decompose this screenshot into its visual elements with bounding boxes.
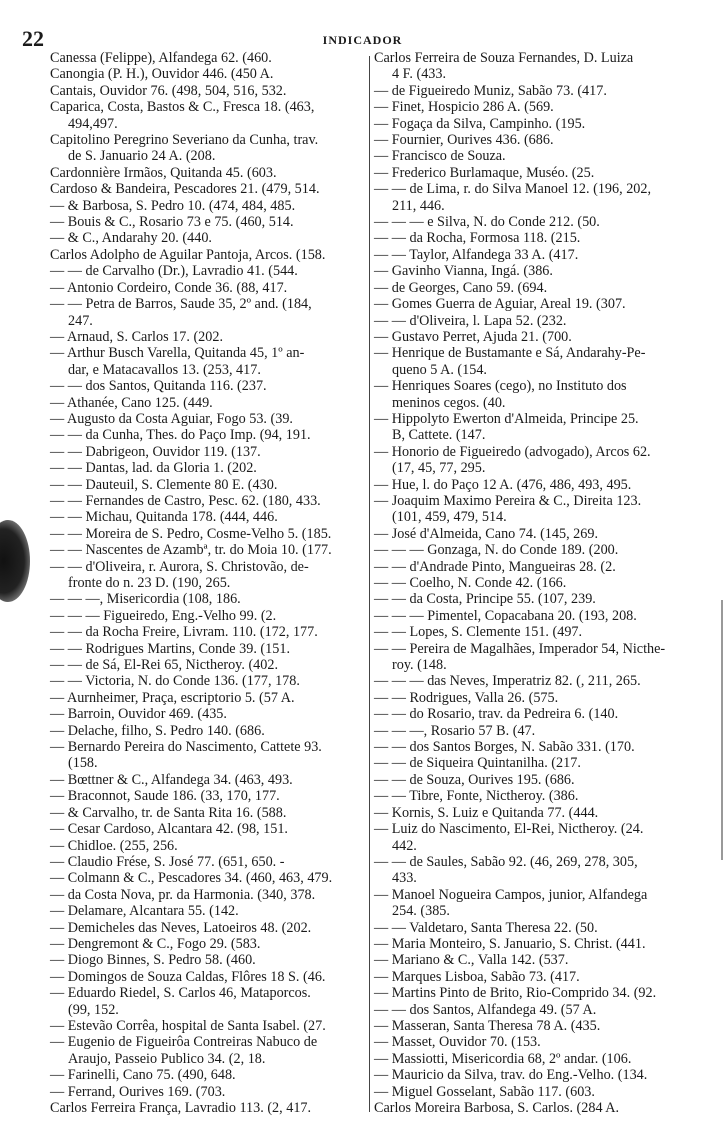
entry-line: — Martins Pinto de Brito, Rio-Comprido 34. (92. [374,985,657,1002]
entry-line: — Francisco de Souza. [374,148,506,165]
directory-entry [50,477,366,493]
entry-line: — — Moreira de S. Pedro, Cosme-Velho 5. (185. [50,525,332,542]
entry-line: — & C., Andarahy 20. (440. [50,230,212,247]
directory-entry [50,66,366,82]
entry-line: — — Dabrigeon, Ouvidor 119. (137. [50,443,261,460]
directory-entry [50,903,366,919]
entry-line: — Henrique de Bustamante e Sá, Andarahy-Pe- [374,345,646,362]
directory-entry [374,608,708,624]
entry-line: — — —, Rosario 57 B. (47. [374,722,536,739]
entry-line: — — do Rosario, trav. da Pedreira 6. (140. [374,706,619,723]
entry-continuation-line: 211, 446. [392,197,445,214]
directory-entry [50,99,366,132]
entry-line: — Gomes Guerra de Aguiar, Areal 19. (307. [374,296,626,313]
entry-line: — Antonio Cordeiro, Conde 36. (88, 417. [50,279,288,296]
directory-entry [50,805,366,821]
entry-line: — Henriques Soares (cego), no Instituto dos [374,378,627,395]
entry-line: — — Michau, Quitanda 178. (444, 446. [50,509,278,526]
directory-entry [374,132,708,148]
binding-hole-mark [0,520,30,602]
directory-entry [50,838,366,854]
directory-entry [374,591,708,607]
directory-entry [374,887,708,920]
entry-line: — Mariano & C., Valla 142. (537. [374,952,569,969]
entry-line: — Honorio de Figueiredo (advogado), Arcos 62. [374,443,651,460]
directory-entry [50,460,366,476]
entry-continuation-line: (17, 45, 77, 295. [392,460,486,477]
entry-line: — — da Costa, Principe 55. (107, 239. [374,591,596,608]
entry-line: — — dos Santos, Quitanda 116. (237. [50,378,267,395]
directory-entry [50,1018,366,1034]
directory-entry [50,952,366,968]
entry-line: — — d'Oliveira, r. Aurora, S. Christovão, de- [50,558,309,575]
directory-entry [374,706,708,722]
entry-line: — Estevão Corrêa, hospital de Santa Isabel. (27. [50,1017,326,1034]
directory-entry [374,739,708,755]
directory-entry [50,673,366,689]
directory-entry [374,247,708,263]
directory-entry [374,477,708,493]
entry-line: — Aurnheimer, Praça, escriptorio 5. (57 A. [50,689,295,706]
directory-entry [374,83,708,99]
directory-entry [374,772,708,788]
directory-entry [374,263,708,279]
entry-line: — — Petra de Barros, Saude 35, 2º and. (184, [50,296,312,313]
entry-line: — — de Saules, Sabão 92. (46, 269, 278, 305, [374,853,638,870]
entry-line: — — de Sá, El-Rei 65, Nictheroy. (402. [50,657,279,674]
directory-entry [374,165,708,181]
entry-line: — Bouis & C., Rosario 73 e 75. (460, 514. [50,214,294,231]
directory-entry [50,920,366,936]
entry-line: Carlos Moreira Barbosa, S. Carlos. (284 A. [374,1100,620,1116]
entry-line: — — Dantas, lad. da Gloria 1. (202. [50,460,257,477]
entry-line: — Farinelli, Cano 75. (490, 648. [50,1067,236,1084]
directory-entry [50,591,366,607]
entry-line: — — de Souza, Ourives 195. (686. [374,771,575,788]
directory-entry [50,887,366,903]
directory-entry [50,296,366,329]
directory-entry [374,50,708,83]
directory-entry [50,329,366,345]
entry-line: — Arthur Busch Varella, Quitanda 45, 1º an- [50,345,305,362]
entry-continuation-line: 433. [392,870,417,887]
directory-entry [374,116,708,132]
directory-entry [50,854,366,870]
directory-entry [374,641,708,674]
entry-line: — Frederico Burlamaque, Muséo. (25. [374,164,595,181]
entry-line: Carlos Ferreira de Souza Fernandes, D. Luiza [374,50,634,66]
directory-entry [374,854,708,887]
directory-entry [374,788,708,804]
directory-entry [374,920,708,936]
directory-entry [50,1034,366,1067]
directory-entry [50,83,366,99]
directory-entry [50,378,366,394]
entry-continuation-line: roy. (148. [392,657,447,674]
directory-entry [50,427,366,443]
entry-line: — Domingos de Souza Caldas, Flôres 18 S. (46. [50,968,326,985]
entry-continuation-line: Araujo, Passeio Publico 34. (2, 18. [68,1050,266,1067]
directory-entry [374,345,708,378]
directory-entry [374,181,708,214]
directory-entry [50,132,366,165]
entry-line: — & Carvalho, tr. de Santa Rita 16. (588. [50,804,287,821]
left-column [50,50,366,1116]
directory-entry [50,706,366,722]
directory-entry [374,985,708,1001]
entry-line: — — da Cunha, Thes. do Paço Imp. (94, 191. [50,427,311,444]
directory-entry [50,247,366,263]
directory-entry [50,526,366,542]
entry-line: — Dengremont & C., Fogo 29. (583. [50,935,261,952]
right-column [374,50,708,1116]
entry-line: — Demicheles das Neves, Latoeiros 48. (202. [50,919,312,936]
entry-line: — Fournier, Ourives 436. (686. [374,132,554,149]
entry-line: Canessa (Felippe), Alfandega 62. (460. [50,50,272,66]
directory-entry [50,936,366,952]
directory-entry [374,969,708,985]
directory-entry [50,165,366,181]
entry-line: — — Fernandes de Castro, Pesc. 62. (180, 433. [50,492,321,509]
directory-entry [374,329,708,345]
running-header: INDICADOR [322,33,403,47]
entry-line: — Mauricio da Silva, trav. do Eng.-Velho. (134. [374,1067,648,1084]
directory-entry [50,50,366,66]
entry-line: — Hue, l. do Paço 12 A. (476, 486, 493, 495. [374,476,632,493]
directory-entry [374,313,708,329]
page-edge-shadow [721,600,723,860]
entry-line: — — Coelho, N. Conde 42. (166. [374,575,567,591]
directory-entry [374,936,708,952]
entry-continuation-line: dar, e Matacavallos 13. (253, 417. [68,361,261,378]
entry-continuation-line: 442. [392,837,417,854]
directory-entry [50,985,366,1018]
entry-line: — Miguel Gosselant, Sabão 117. (603. [374,1083,595,1100]
entry-line: — Gustavo Perret, Ajuda 21. (700. [374,328,572,345]
directory-entry [374,444,708,477]
entry-line: — Finet, Hospicio 286 A. (569. [374,99,554,116]
entry-continuation-line: 4 F. (433. [392,66,447,83]
entry-line: — Cesar Cardoso, Alcantara 42. (98, 151. [50,821,288,838]
entry-line: — Ferrand, Ourives 169. (703. [50,1083,226,1100]
entry-line: — — de Lima, r. do Silva Manoel 12. (196, 202, [374,181,652,198]
directory-entry [374,624,708,640]
directory-entry [50,444,366,460]
entry-line: — — Rodrigues, Valla 26. (575. [374,689,559,706]
directory-entry [50,181,366,197]
directory-entry [374,673,708,689]
entry-line: — Massiotti, Misericordia 68, 2º andar. (106. [374,1050,632,1067]
directory-entry [50,198,366,214]
entry-line: — de Figueiredo Muniz, Sabão 73. (417. [374,82,607,99]
directory-entry [50,821,366,837]
entry-line: — Maria Monteiro, S. Januario, S. Christ. (441. [374,935,646,952]
directory-entry [50,788,366,804]
entry-line: — Augusto da Costa Aguiar, Fogo 53. (39. [50,410,293,427]
directory-entry [374,1084,708,1100]
directory-entry [374,280,708,296]
entry-line: — Hippolyto Ewerton d'Almeida, Principe 25. [374,410,639,427]
entry-line: — — Valdetaro, Santa Theresa 22. (50. [374,919,598,936]
entry-line: — — de Siqueira Quintanilha. (217. [374,755,581,772]
entry-line: — — — Figueiredo, Eng.-Velho 99. (2. [50,607,277,624]
directory-entry [374,821,708,854]
directory-entry [50,395,366,411]
entry-continuation-line: 254. (385. [392,903,450,920]
entry-line: — — Nascentes de Azambª, tr. do Moia 10. (177. [50,542,332,559]
entry-line: — Masset, Ouvidor 70. (153. [374,1034,541,1051]
entry-line: Cardoso & Bandeira, Pescadores 21. (479, 514. [50,181,320,198]
entry-line: — Eugenio de Figueirôa Contreiras Nabuco de [50,1034,318,1051]
entry-line: Caparica, Costa, Bastos & C., Fresca 18. (463, [50,99,315,116]
directory-entry [374,542,708,558]
entry-line: — — — das Neves, Imperatriz 82. (, 211, 265. [374,673,641,690]
entry-line: — — dos Santos, Alfandega 49. (57 A. [374,1001,597,1018]
entry-line: — — d'Oliveira, l. Lapa 52. (232. [374,312,567,329]
entry-line: — — Pereira de Magalhães, Imperador 54, Nicthe- [374,640,666,657]
entry-line: — Kornis, S. Luiz e Quitanda 77. (444. [374,804,599,821]
directory-entry [374,214,708,230]
entry-line: Carlos Adolpho de Aguilar Pantoja, Arcos. (158. [50,246,326,263]
entry-line: — Bernardo Pereira do Nascimento, Cattete 93. [50,739,322,756]
entry-line: — — Dauteuil, S. Clemente 80 E. (430. [50,476,278,493]
entry-line: — Luiz do Nascimento, El-Rei, Nictheroy. (24. [374,821,644,838]
directory-entry [374,296,708,312]
entry-line: — da Costa Nova, pr. da Harmonia. (340, 378. [50,886,316,903]
entry-line: — — — Gonzaga, N. do Conde 189. (200. [374,542,619,559]
entry-continuation-line: 494,497. [68,115,118,132]
entry-line: Canongia (P. H.), Ouvidor 446. (450 A. [50,66,274,83]
directory-entry [50,641,366,657]
entry-line: — — dos Santos Borges, N. Sabão 331. (170. [374,739,635,756]
entry-line: — — — Pimentel, Copacabana 20. (193, 208. [374,607,637,624]
directory-entry [374,148,708,164]
entry-line: — Eduardo Riedel, S. Carlos 46, Mataporcos. [50,985,311,1002]
entry-continuation-line: (158. [68,755,98,772]
directory-entry [50,509,366,525]
directory-entry [50,542,366,558]
entry-line: — Diogo Binnes, S. Pedro 58. (460. [50,952,256,969]
entry-line: — Barroin, Ouvidor 469. (435. [50,706,227,723]
entry-line: — de Georges, Cano 59. (694. [374,279,548,296]
directory-entry [50,969,366,985]
directory-entry [50,1084,366,1100]
directory-entry [374,1002,708,1018]
entry-continuation-line: de S. Januario 24 A. (208. [68,148,216,165]
directory-entry [50,214,366,230]
directory-entry [50,493,366,509]
directory-entry [374,493,708,526]
directory-entry [50,230,366,246]
entry-line: — José d'Almeida, Cano 74. (145, 269. [374,525,599,542]
entry-line: — — Victoria, N. do Conde 136. (177, 178. [50,673,300,690]
entry-line: Carlos Ferreira França, Lavradio 113. (2, 417. [50,1100,312,1116]
directory-entry [374,1051,708,1067]
entry-line: — Bœttner & C., Alfandega 34. (463, 493. [50,771,293,788]
column-divider [369,56,370,1112]
directory-entry [50,870,366,886]
directory-entry [374,755,708,771]
entry-line: — Braconnot, Saude 186. (33, 170, 177. [50,788,280,805]
entry-line: — Colmann & C., Pescadores 34. (460, 463, 479. [50,870,333,887]
directory-entry [374,1034,708,1050]
entry-line: Cantais, Ouvidor 76. (498, 504, 516, 532. [50,82,287,99]
directory-entry [374,690,708,706]
entry-line: — Chidloe. (255, 256. [50,837,178,854]
entry-line: — Delamare, Alcantara 55. (142. [50,903,239,920]
entry-continuation-line: B, Cattete. (147. [392,427,486,444]
directory-entry [374,1067,708,1083]
directory-entry [374,723,708,739]
entry-line: — Gavinho Vianna, Ingá. (386. [374,263,553,280]
directory-entry [374,230,708,246]
entry-line: — Claudio Frése, S. José 77. (651, 650. - [50,853,285,870]
entry-line: — — Rodrigues Martins, Conde 39. (151. [50,640,290,657]
entry-line: — — Taylor, Alfandega 33 A. (417. [374,246,579,263]
directory-entry [50,263,366,279]
directory-entry [50,411,366,427]
entry-line: Cardonnière Irmãos, Quitanda 45. (603. [50,164,277,181]
entry-continuation-line: 247. [68,312,93,329]
directory-entry [374,805,708,821]
entry-line: — — de Carvalho (Dr.), Lavradio 41. (544. [50,263,298,280]
directory-entry [50,624,366,640]
entry-line: — — da Rocha Freire, Livram. 110. (172, 177. [50,624,318,641]
directory-entry [50,657,366,673]
directory-entry [374,526,708,542]
entry-line: — — — e Silva, N. do Conde 212. (50. [374,214,600,231]
directory-entry [374,411,708,444]
page-number: 22 [22,26,44,51]
directory-entry [50,1067,366,1083]
directory-entry [50,772,366,788]
directory-entry [374,99,708,115]
entry-line: — Masseran, Santa Theresa 78 A. (435. [374,1017,601,1034]
entry-continuation-line: queno 5 A. (154. [392,361,487,378]
directory-entry [374,1018,708,1034]
directory-entry [50,559,366,592]
directory-entry [50,690,366,706]
directory-entry [50,280,366,296]
entry-continuation-line: meninos cegos. (40. [392,394,506,411]
directory-entry [374,575,708,591]
directory-entry [374,1100,708,1116]
entry-line: — Delache, filho, S. Pedro 140. (686. [50,722,265,739]
entry-line: — — d'Andrade Pinto, Mangueiras 28. (2. [374,558,616,575]
directory-entry [374,559,708,575]
entry-line: — Arnaud, S. Carlos 17. (202. [50,328,223,345]
directory-entry [50,723,366,739]
entry-line: Capitolino Peregrino Severiano da Cunha, trav. [50,132,319,149]
entry-line: — Marques Lisboa, Sabão 73. (417. [374,968,580,985]
entry-continuation-line: (99, 152. [68,1001,119,1018]
entry-line: — Manoel Nogueira Campos, junior, Alfandega [374,886,648,903]
entry-line: — — Lopes, S. Clemente 151. (497. [374,624,583,641]
entry-continuation-line: (101, 459, 479, 514. [392,509,507,526]
directory-entry [50,345,366,378]
entry-continuation-line: fronte do n. 23 D. (190, 265. [68,575,231,591]
entry-line: — Joaquim Maximo Pereira & C., Direita 123. [374,492,642,509]
directory-entry [374,378,708,411]
entry-line: — Fogaça da Silva, Campinho. (195. [374,115,586,132]
directory-entry [50,739,366,772]
entry-line: — Athanée, Cano 125. (449. [50,394,213,411]
entry-line: — — —, Misericordia (108, 186. [50,591,241,608]
entry-line: — — Tibre, Fonte, Nictheroy. (386. [374,788,579,805]
entry-line: — — da Rocha, Formosa 118. (215. [374,230,581,247]
directory-entry [50,608,366,624]
directory-entry [374,952,708,968]
entry-line: — & Barbosa, S. Pedro 10. (474, 484, 485. [50,197,296,214]
directory-entry [50,1100,366,1116]
